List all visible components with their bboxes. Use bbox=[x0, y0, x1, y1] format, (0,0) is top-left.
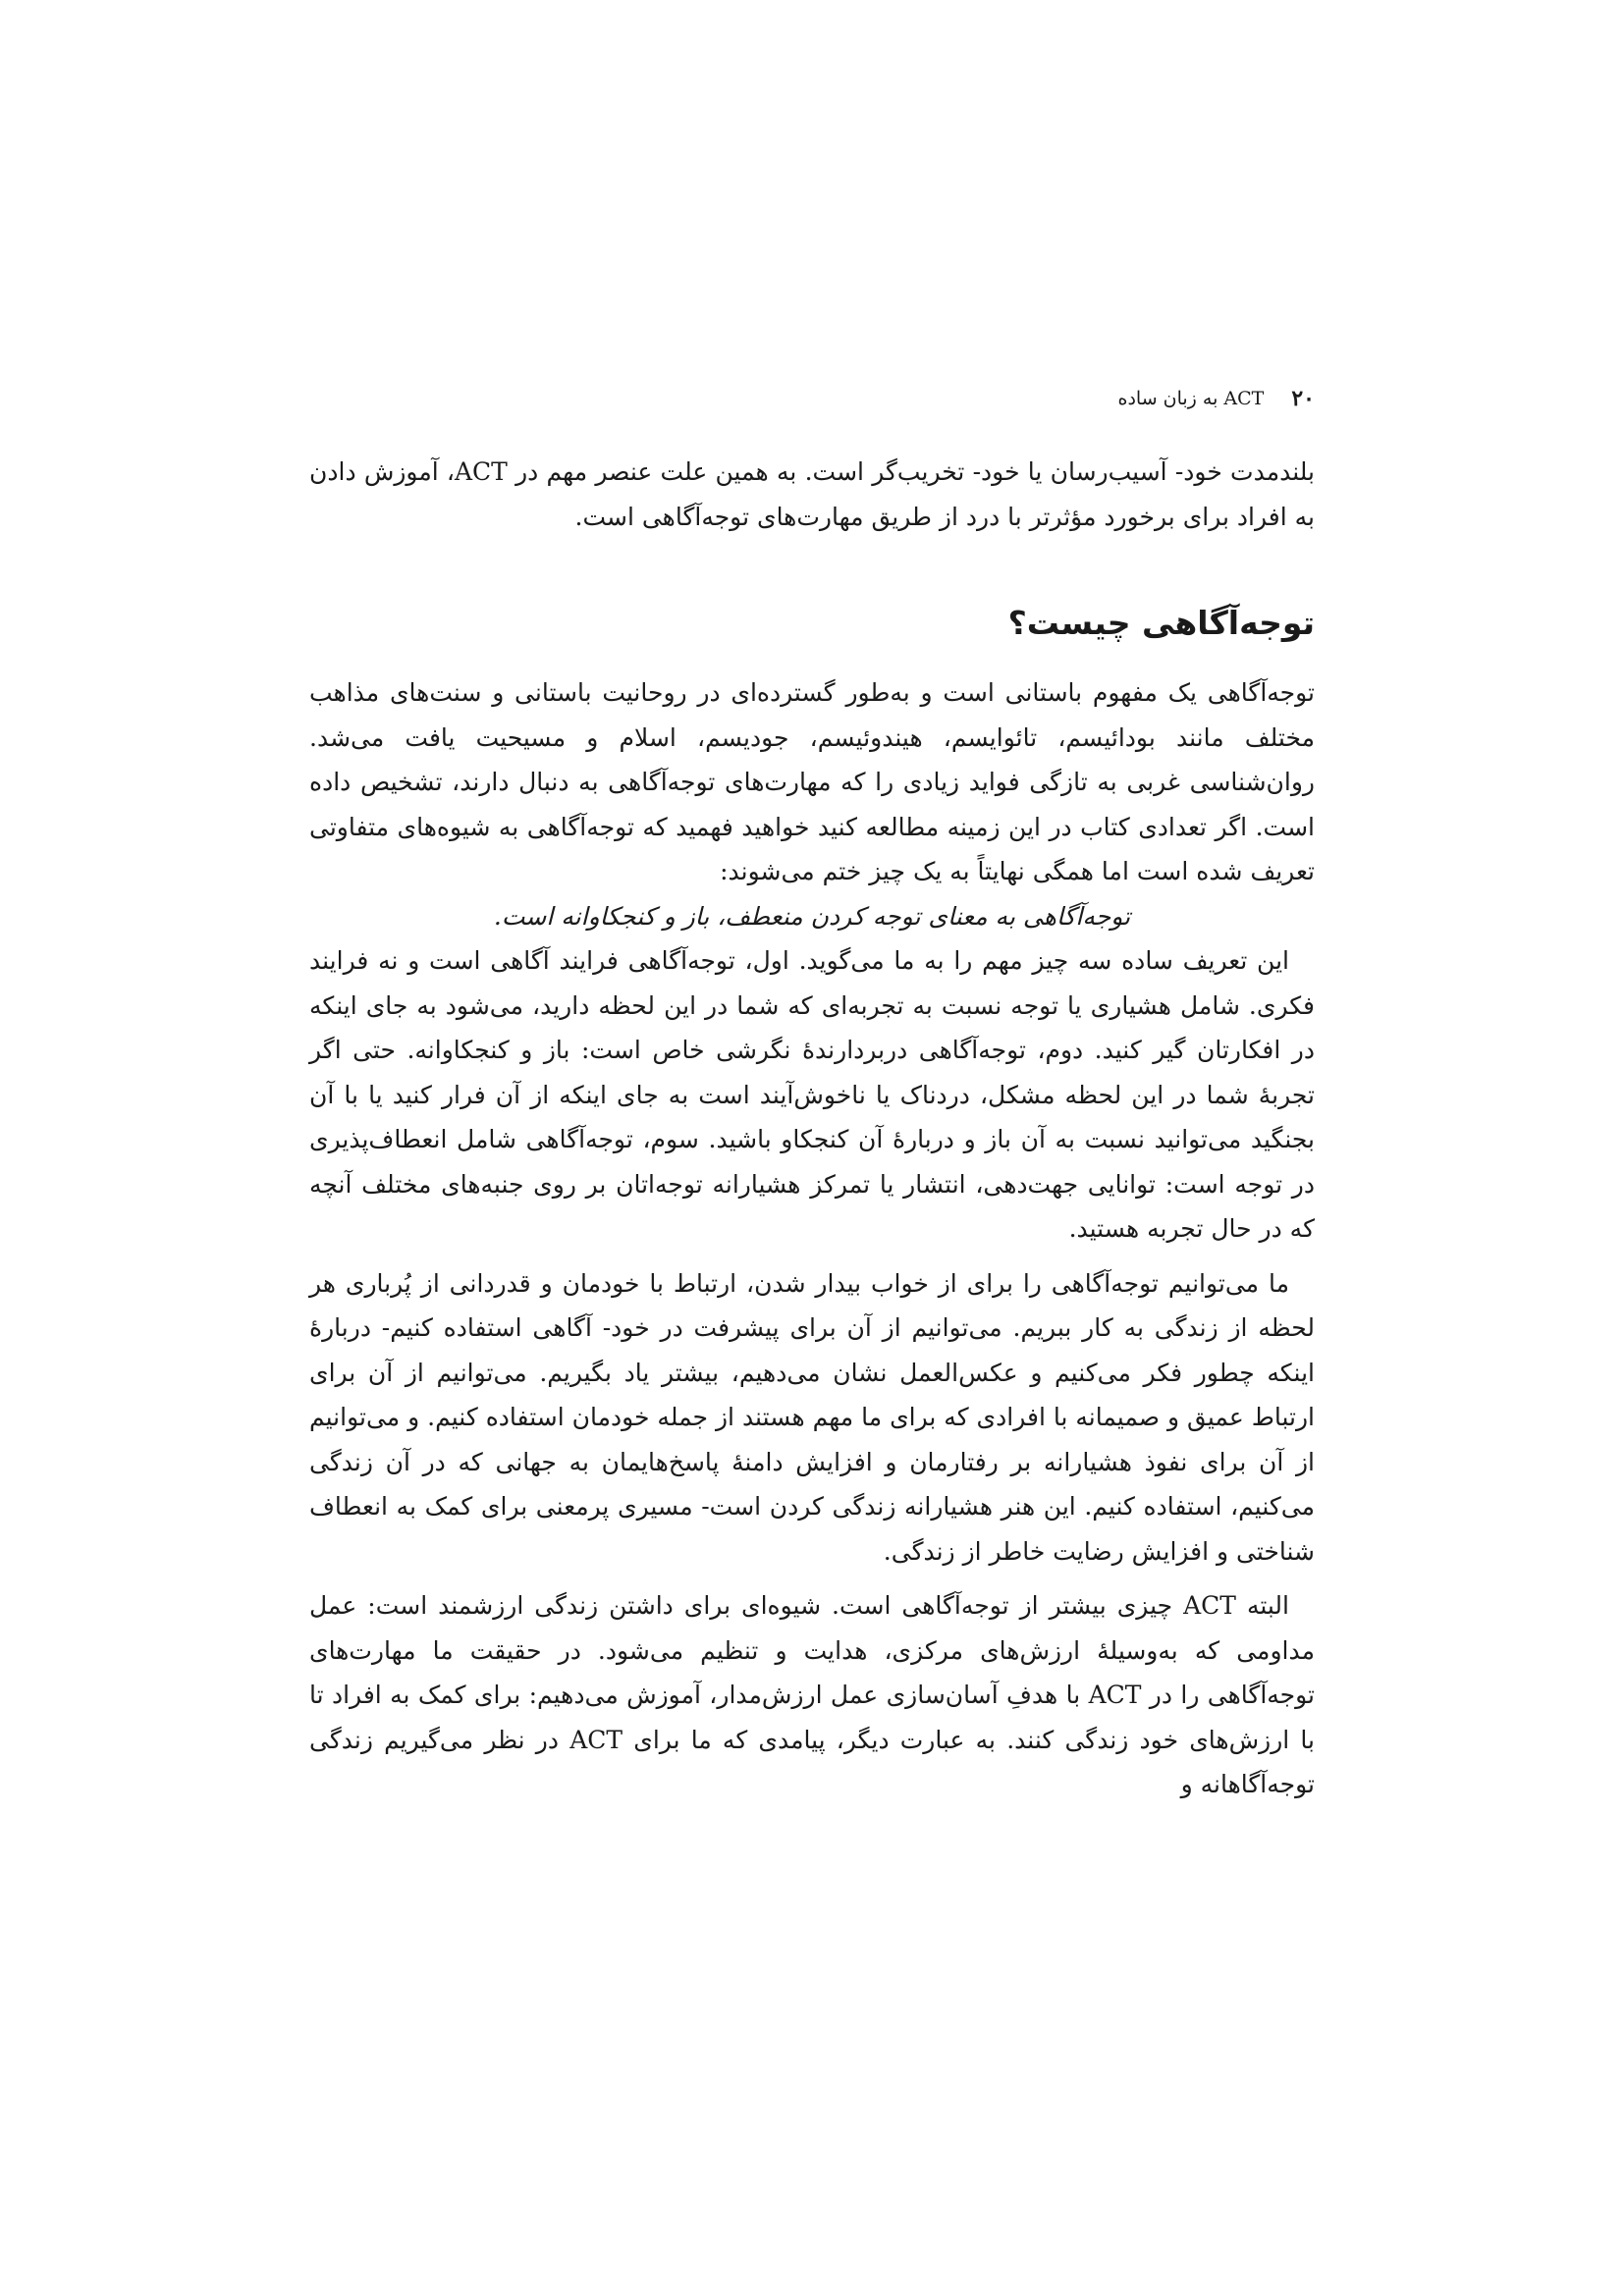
page-number: ۲۰ bbox=[1291, 386, 1315, 411]
paragraph-1: توجه‌آگاهی یک مفهوم باستانی است و به‌طور گسترده‌ای در روحانیت باستانی و سنت‌های مذاهب مختلف مانند بودائیسم، تائوایسم، هیندوئیسم، جودیسم، اسلام و مسیحیت یافت می‌شد. روان‌شناسی غربی به تازگی فواید زیادی را که مهارت‌های توجه‌آگاهی به دنبال دارند، تشخیص داده است. اگر تعدادی کتاب در این زمینه مطالعه کنید خواهید فهمید که توجه‌آگاهی به شیوه‌های متفاوتی تعریف شده است اما همگی نهایتاً به یک چیز ختم می‌شوند: bbox=[309, 678, 1315, 885]
section-heading: توجه‌آگاهی چیست؟ bbox=[1007, 604, 1315, 642]
paragraph-2: این تعریف ساده سه چیز مهم را به ما می‌گوید. اول، توجه‌آگاهی فرایند آگاهی است و نه فرایند فکری. شامل هشیاری یا توجه نسبت به تجربه‌ای که شما در این لحظه دارید، می‌شود به جای اینکه در افکارتان گیر کنید. دوم، توجه‌آگاهی دربردارندهٔ نگرشی خاص است: باز و کنجکاوانه. حتی اگر تجربهٔ شما در این لحظه مشکل، دردناک یا ناخوش‌آیند است به جای اینکه از آن فرار کنید یا با آن بجنگید می‌توانید نسبت به آن باز و دربارهٔ آن کنجکاو باشید. سوم، توجه‌آگاهی شامل انعطاف‌پذیری در توجه است: توانایی جهت‌دهی، انتشار یا تمرکز هشیارانه توجه‌اتان بر روی جنبه‌های مختلف آنچه که در حال تجربه هستید. bbox=[309, 946, 1315, 1243]
paragraph-4: البته ACT چیزی بیشتر از توجه‌آگاهی است. شیوه‌ای برای داشتن زندگی ارزشمند است: عمل مداومی که به‌وسیلهٔ ارزش‌های مرکزی، هدایت و تنظیم می‌شود. در حقیقت ما مهارت‌های توجه‌آگاهی را در ACT با هدفِ آسان‌سازی عمل ارزش‌مدار، آموزش می‌دهیم: برای کمک به افراد تا با ارزش‌های خود زندگی کنند. به عبارت دیگر، پیامدی که ما برای ACT در نظر می‌گیریم زندگی توجه‌آگاهانه و bbox=[309, 1591, 1315, 1798]
paragraph-3: ما می‌توانیم توجه‌آگاهی را برای از خواب بیدار شدن، ارتباط با خودمان و قدردانی از پُرباری هر لحظه از زندگی به کار ببریم. می‌توانیم از آن برای پیشرفت در خود- آگاهی استفاده کنیم- دربارهٔ اینکه چطور فکر می‌کنیم و عکس‌العمل نشان می‌دهیم، بیشتر یاد بگیریم. می‌توانیم از آن برای ارتباط عمیق و صمیمانه با افرادی که برای ما مهم هستند از جمله خودمان استفاده کنیم. و می‌توانیم از آن برای نفوذ هشیارانه بر رفتارمان و افزایش دامنهٔ پاسخ‌هایمان به جهانی که در آن زندگی می‌کنیم، استفاده کنیم. این هنر هشیارانه زندگی کردن است- مسیری پرمعنی برای کمک به انعطاف شناختی و افزایش رضایت خاطر از زندگی. bbox=[309, 1268, 1316, 1566]
definition-quote: توجه‌آگاهی به معنای توجه کردن منعطف، باز و کنجکاوانه است. bbox=[493, 901, 1131, 931]
page-header bbox=[309, 379, 1315, 418]
running-title: ACT به زبان ساده bbox=[1117, 388, 1265, 409]
intro-paragraph: بلندمدت خود- آسیب‌رسان یا خود- تخریب‌گر است. به همین علت عنصر مهم در ACT، آموزش دادن به افراد برای برخورد مؤثرتر با درد از طریق مهارت‌های توجه‌آگاهی است. bbox=[309, 457, 1315, 531]
page-body bbox=[309, 450, 1315, 1807]
